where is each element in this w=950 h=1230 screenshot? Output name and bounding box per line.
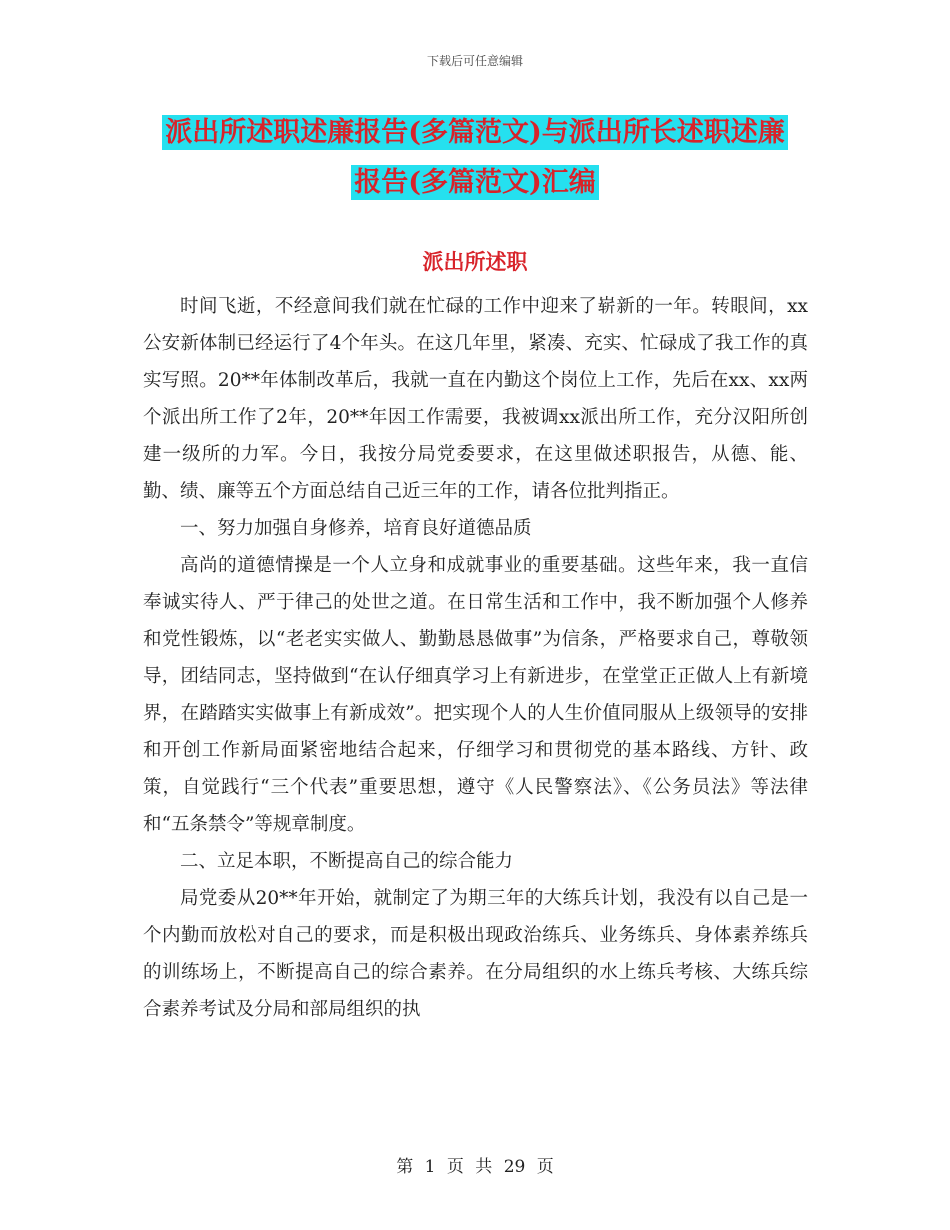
paragraph-morality: 高尚的道德情操是一个人立身和成就事业的重要基础。这些年来，我一直信奉诚实待人、严于律己的处世之道。在日常生活和工作中，我不断加强个人修养和党性锻炼，以“老老实实做人、勤勤恳恳做事”为信条，严格要求自己，尊敬领导，团结同志，坚持做到“在认仔细真学习上有新进步，在堂堂正正做人上有新境界，在踏踏实实做事上有新成效”。把实现个人的人生价值同服从上级领导的安排和开创工作新局面紧密地结合起来，仔细学习和贯彻党的基本路线、方针、政策，自觉践行“三个代表”重要思想，遵守《人民警察法》、《公务员法》等法律和“五条禁令”等规章制度。 — [143, 555, 808, 835]
page-number: 第 1 页 共 29 页 — [396, 1157, 554, 1177]
title-line-1: 派出所述职述廉报告(多篇范文)与派出所长述职述廉 — [162, 115, 788, 150]
subheading-two: 二、立足本职，不断提高自己的综合能力 — [180, 851, 514, 872]
download-note: 下载后可任意编辑 — [426, 54, 523, 68]
document-body — [143, 288, 808, 1028]
section-heading: 派出所述职 — [422, 249, 528, 274]
document-title — [120, 108, 830, 208]
paragraph-training: 局党委从20**年开始，就制定了为期三年的大练兵计划，我没有以自己是一个内勤而放松对自己的要求，而是积极出现政治练兵、业务练兵、身体素养练兵的训练场上，不断提高自己的综合素养。在分局组织的水上练兵考核、大练兵综合素养考试及分局和部局组织的执 — [143, 888, 808, 1020]
paragraph-intro: 时间飞逝，不经意间我们就在忙碌的工作中迎来了崭新的一年。转眼间，xx公安新体制已经运行了4个年头。在这几年里，紧凑、充实、忙碌成了我工作的真实写照。20**年体制改革后，我就一直在内勤这个岗位上工作，先后在xx、xx两个派出所工作了2年，20**年因工作需要，我被调xx派出所工作，充分汉阳所创建一级所的力军。今日，我按分局党委要求，在这里做述职报告，从德、能、勤、绩、廉等五个方面总结自己近三年的工作，请各位批判指正。 — [143, 296, 808, 502]
title-line-2: 报告(多篇范文)汇编 — [351, 165, 599, 200]
subheading-one: 一、努力加强自身修养，培育良好道德品质 — [180, 518, 532, 539]
